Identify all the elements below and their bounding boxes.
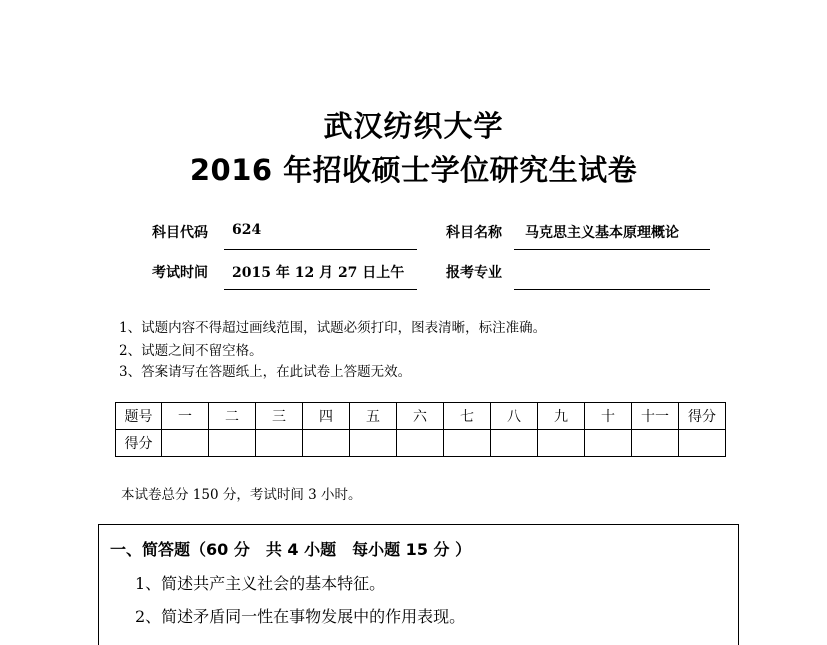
- score-cell: [397, 430, 444, 457]
- exam-title: 2016 年招收硕士学位研究生试卷: [189, 153, 638, 187]
- total-score-note: 本试卷总分 150 分，考试时间 3 小时。: [121, 487, 362, 503]
- column-header: 二: [209, 403, 256, 430]
- question-number-row: [116, 403, 726, 430]
- rule-item: 3、答案请写在答题纸上，在此试卷上答题无效。: [119, 364, 412, 380]
- column-header: 六: [397, 403, 444, 430]
- major-line: [514, 289, 710, 290]
- score-row: [116, 430, 726, 457]
- score-cell: [632, 430, 679, 457]
- exam-time-line: [224, 289, 417, 290]
- column-header: 得分: [679, 403, 726, 430]
- rule-item: 2、试题之间不留空格。: [119, 343, 263, 359]
- row-label: 题号: [116, 403, 162, 430]
- column-header: 四: [303, 403, 350, 430]
- score-cell: [444, 430, 491, 457]
- score-cell: [162, 430, 209, 457]
- score-cell: [350, 430, 397, 457]
- subject-code-line: [224, 249, 417, 250]
- subject-code-value: 624: [232, 222, 262, 238]
- exam-time-value: 2015 年 12 月 27 日上午: [232, 265, 405, 281]
- column-header: 三: [256, 403, 303, 430]
- column-header: 一: [162, 403, 209, 430]
- rule-item: 1、试题内容不得超过画线范围，试题必须打印，图表清晰，标注准确。: [119, 320, 547, 336]
- exam-time-label: 考试时间: [152, 265, 208, 281]
- score-cell: [538, 430, 585, 457]
- subject-name-label: 科目名称: [446, 225, 502, 241]
- question-item: 1、简述共产主义社会的基本特征。: [135, 574, 386, 593]
- score-table: [115, 402, 726, 457]
- column-header: 八: [491, 403, 538, 430]
- column-header: 十一: [632, 403, 679, 430]
- question-item: 2、简述矛盾同一性在事物发展中的作用表现。: [135, 607, 466, 626]
- score-cell: [585, 430, 632, 457]
- score-cell: [209, 430, 256, 457]
- row-label: 得分: [116, 430, 162, 457]
- subject-code-label: 科目代码: [152, 225, 208, 241]
- column-header: 十: [585, 403, 632, 430]
- subject-name-value: 马克思主义基本原理概论: [525, 225, 679, 241]
- score-cell: [491, 430, 538, 457]
- section-title: 一、简答题（60 分 共 4 小题 每小题 15 分 ）: [110, 540, 472, 559]
- score-cell: [256, 430, 303, 457]
- university-title: 武汉纺织大学: [323, 109, 504, 143]
- column-header: 七: [444, 403, 491, 430]
- column-header: 五: [350, 403, 397, 430]
- column-header: 九: [538, 403, 585, 430]
- subject-name-line: [514, 249, 710, 250]
- major-label: 报考专业: [446, 265, 502, 281]
- score-cell: [303, 430, 350, 457]
- score-cell: [679, 430, 726, 457]
